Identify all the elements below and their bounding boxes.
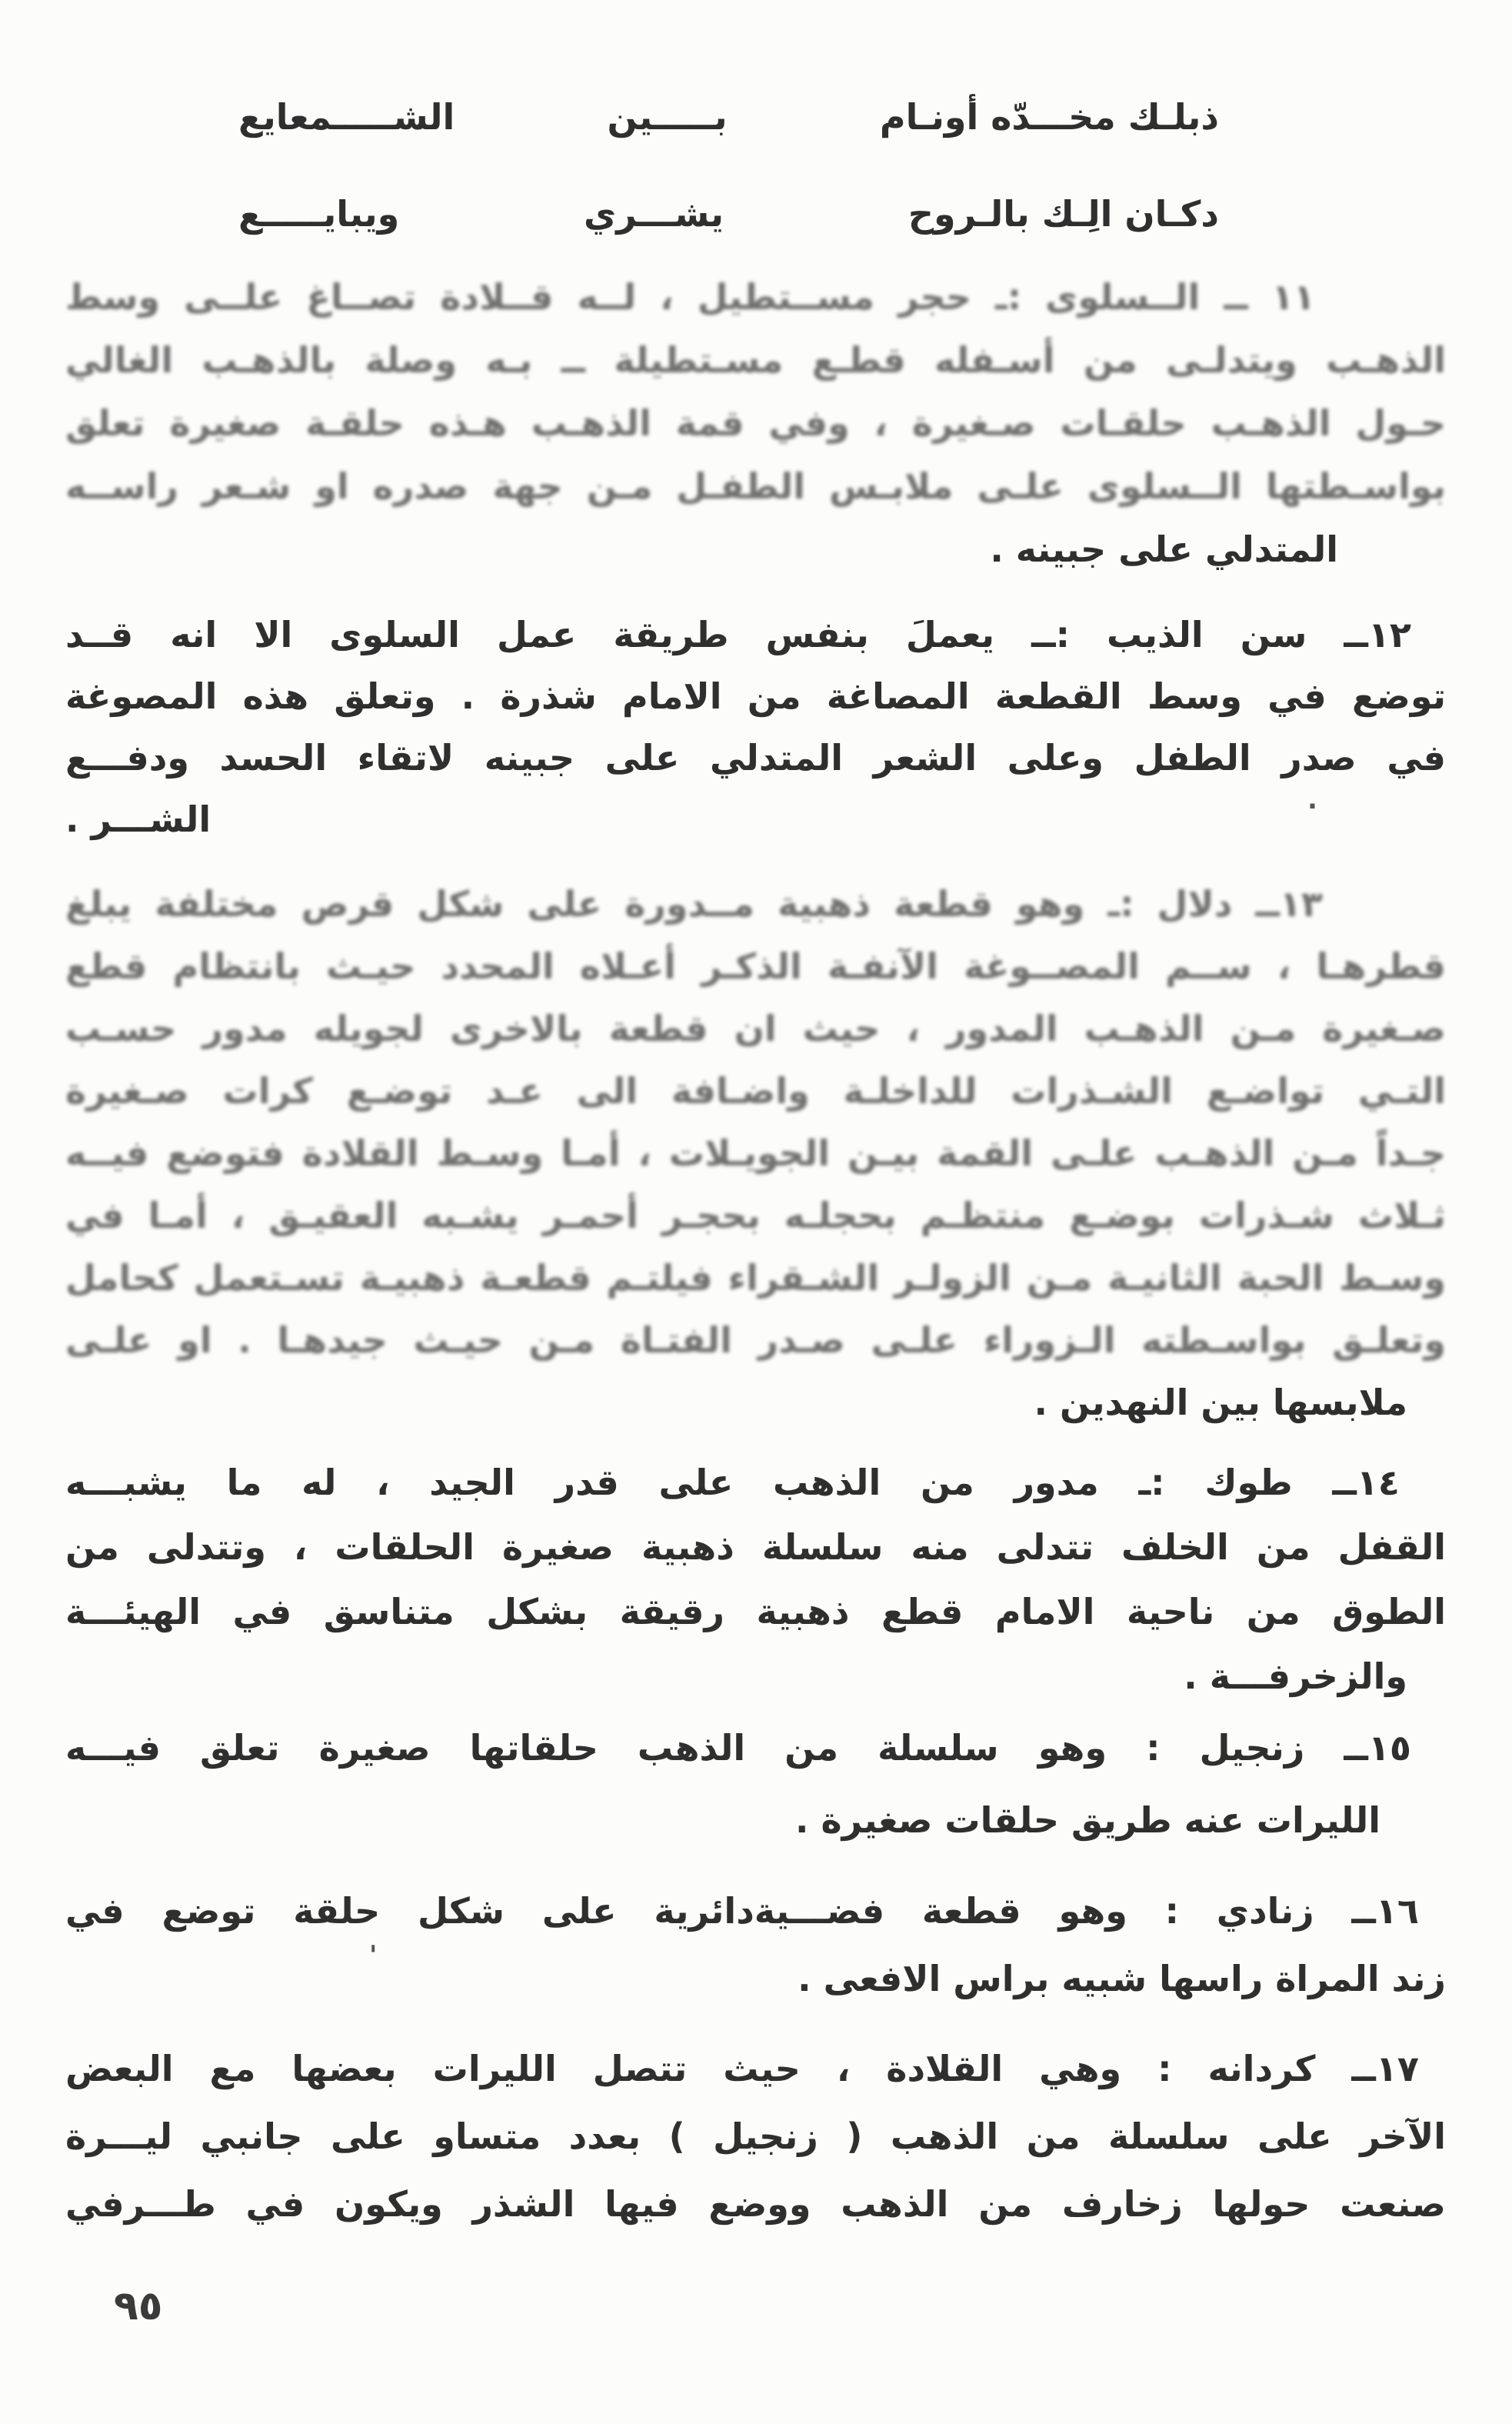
paragraph-line: المتدلي على جبينه . [990, 528, 1338, 570]
paragraph-item-12 [65, 604, 1446, 850]
paragraph-line: بواسـطتها الــسلوى علـى ملابـس الطفـل مـن جهة صدره او شـعر راســه [65, 465, 1446, 507]
paragraph-line: حـول الذهـب حلقـات صـغيرة ، وفي قمة الذهـب هـذه حلقـة صغيرة تعلق [65, 402, 1446, 444]
ink-speck: ' [369, 1940, 378, 1971]
ink-speck: . [1307, 785, 1317, 815]
paragraph-item-15 [65, 1712, 1446, 1856]
paragraph-line: ١٥ــ زنجيل : وهو سلسلة من الذهب حلقاتها صغيرة تعلق فيـــه [65, 1727, 1411, 1769]
paragraph-item-14 [65, 1450, 1446, 1709]
paragraph-line: ١٤ــ طوك :ـ مدور من الذهب على قدر الجيد ، له ما يشبـــه [65, 1462, 1400, 1503]
paragraph-line: الطوق من ناحية الامام قطع ذهبية رقيقة بشكل متناسق في الهيئـــة [65, 1591, 1446, 1632]
paragraph-item-13 [65, 873, 1446, 1434]
paragraph-item-11 [65, 265, 1446, 581]
paragraph-line: وسـط الحبة الثانيـة مـن الزولـر الشـقراء فيلتـم قطعـة ذهبيـة تسـتعمل كحامل [65, 1257, 1446, 1299]
paragraph-line: وتعلـق بواسـطته الـزوراء علـى صـدر الفتـاة مـن حيـث جيدهـا . او علـى [65, 1319, 1446, 1361]
paragraph-line: القفل من الخلف تتدلى منه سلسلة ذهبية صغيرة الحلقات ، وتتدلى من [65, 1526, 1446, 1568]
poetry-line-1 [238, 86, 1219, 148]
paragraph-line: ١٧ــ كردانه : وهي القلادة ، حيث تتصل الليرات بعضها مع البعض [65, 2048, 1419, 2089]
paragraph-line: ١٢ــ سن الذيب :ــ يعملَ بنفس طريقة عمل السلوى الا انه قــد [65, 614, 1411, 655]
paragraph-line: الآخر على سلسلة من الذهب ( زنجيل ) بعدد متساو على جانبي ليـــرة [65, 2116, 1446, 2157]
poetry-hemistich-left: الشـــــمعايع [238, 96, 455, 138]
paragraph-line: ثـلاث شـذرات بوضـع منتظـم بحجلـه بحجـر أحمـر يشـبه العقيـق ، أمـا في [65, 1195, 1446, 1236]
paragraph-line: الذهـب ويتدلـى من أسـفله قطـع مسـتطيلة ــ بـه وصلة بالذهـب الغالي [65, 339, 1446, 381]
paragraph-line: الليرات عنه طريق حلقات صغيرة . [794, 1799, 1380, 1841]
paragraph-line: توضع في وسط القطعة المصاغة من الامام شذرة . وتعلق هذه المصوغة [65, 675, 1446, 717]
paragraph-item-17 [65, 2035, 1446, 2238]
paragraph-line: والزخرفـــة . [1184, 1655, 1407, 1697]
paragraph-line: ١٣ــ دلال :ـ وهو قطعة ذهبية مــدورة على شكل قرص مختلفة يبلغ [65, 883, 1323, 925]
poetry-hemistich-right: دكـان الِـك بالـروح [908, 193, 1219, 235]
page-number: ٩٥ [114, 2283, 163, 2329]
paragraph-line: صـغيرة مـن الذهـب المدور ، حيث ان قطعة بالاخرى لجويله مدور حسـب [65, 1008, 1446, 1049]
paragraph-item-16 [65, 1877, 1446, 2012]
paragraph-line: ملابسها بين النهدين . [1034, 1382, 1407, 1423]
paragraph-line: ١١ ــ الــسلوى :ـ حجر مســتطيل ، لــه قــلادة تصــاغ علــى وسط [65, 276, 1315, 318]
poetry-line-2 [238, 183, 1219, 245]
paragraph-line: جـداً مـن الذهـب علـى القمة بيـن الجويـلات ، أمـا وسـط القلادة فتوضع فيــه [65, 1132, 1446, 1174]
poetry-hemistich-right: ذبلـك مخـــدّه أونـام [879, 96, 1219, 138]
paragraph-line: في صدر الطفل وعلى الشعر المتدلي على جبينه لاتقاء الحسد ودفـــع [65, 737, 1446, 779]
paragraph-line: ١٦ــ زنادي : وهو قطعة فضـــيةدائرية على شكل حلقة توضع في [65, 1890, 1419, 1932]
paragraph-line: الشـــر . [65, 799, 211, 840]
poetry-word-middle: يشـــري [584, 193, 724, 235]
paragraph-line: قطرهـا ، ســم المصــوغة الآنفـة الذكـر أعـلاه المحدد حيـث بانتظام قطع [65, 945, 1446, 987]
paragraph-line: صنعت حولها زخارف من الذهب ووضع فيها الشذر ويكون في طـــرفي [65, 2183, 1446, 2225]
poetry-hemistich-left: ويبايـــــع [238, 193, 400, 235]
paragraph-line: التـي تواضـع الشـذرات للداخلـة واضـافة الى عـد توضـع كرات صـغيرة [65, 1070, 1446, 1112]
poetry-word-middle: بـــــين [607, 96, 728, 138]
paragraph-line: زند المراة راسها شبيه براس الافعى . [798, 1958, 1446, 1999]
